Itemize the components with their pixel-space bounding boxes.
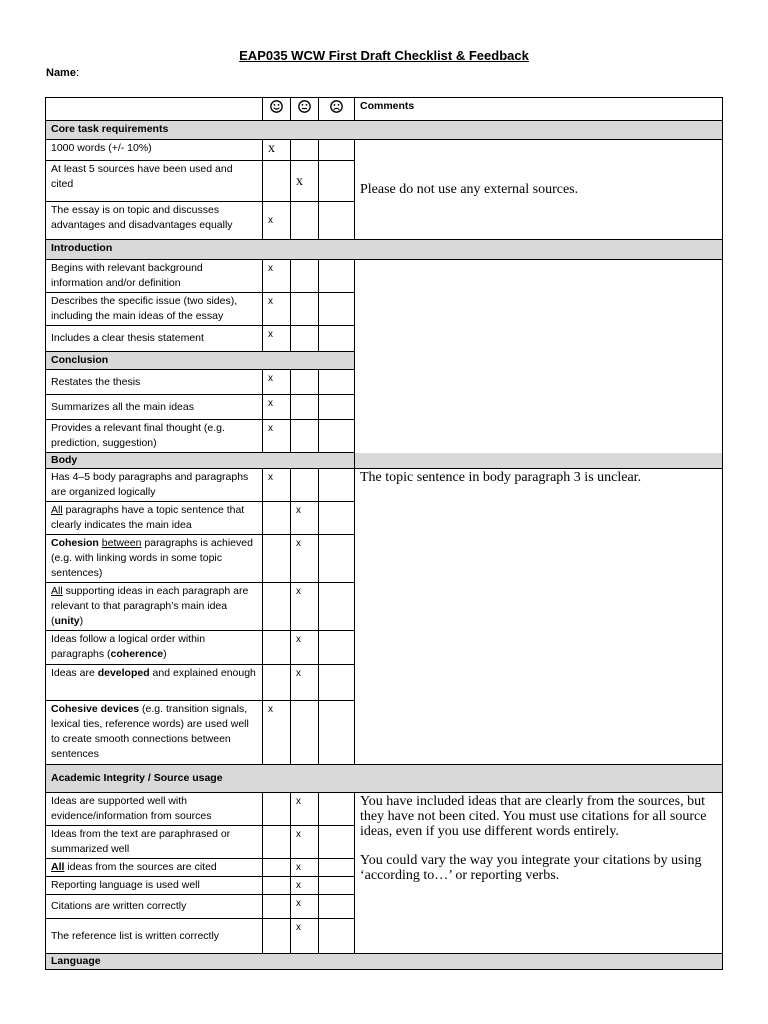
mark-cell: x <box>291 535 319 583</box>
mark-cell <box>319 395 355 420</box>
mark-cell <box>263 631 291 665</box>
section-introduction: Introduction <box>46 240 723 260</box>
mark-cell <box>263 793 291 826</box>
criterion-text: Ideas from the text are paraphrased or summarized well <box>46 826 263 859</box>
mark-cell <box>263 859 291 877</box>
mark-cell <box>319 420 355 453</box>
mark-cell <box>263 583 291 631</box>
mark-cell: x <box>291 665 319 701</box>
criterion-text: Summarizes all the main ideas <box>46 395 263 420</box>
criterion-text: Restates the thesis <box>46 370 263 395</box>
mark-cell <box>319 859 355 877</box>
mark-cell <box>263 919 291 954</box>
mark-cell <box>319 919 355 954</box>
mark-cell <box>319 826 355 859</box>
mark-cell: x <box>291 919 319 954</box>
mark-cell <box>291 701 319 765</box>
mark-cell <box>263 502 291 535</box>
mark-cell <box>319 502 355 535</box>
criterion-text: Ideas follow a logical order within paragraphs (coherence) <box>46 631 263 665</box>
table-row <box>46 469 723 502</box>
criterion-text: 1000 words (+/- 10%) <box>46 140 263 161</box>
comment-cell <box>355 260 723 469</box>
mark-cell <box>291 326 319 352</box>
mark-cell <box>319 535 355 583</box>
mark-cell <box>263 665 291 701</box>
mark-cell <box>291 395 319 420</box>
mark-cell <box>291 202 319 240</box>
criterion-text: Describes the specific issue (two sides), including the main ideas of the essay <box>46 293 263 326</box>
mark-cell <box>291 293 319 326</box>
mark-cell: x <box>291 877 319 895</box>
mark-cell <box>263 535 291 583</box>
criterion-text: All supporting ideas in each paragraph are relevant to that paragraph’s main idea (unity) <box>46 583 263 631</box>
mark-cell <box>319 665 355 701</box>
criterion-text: All ideas from the sources are cited <box>46 859 263 877</box>
mark-cell: x <box>263 395 291 420</box>
section-academic-integrity: Academic Integrity / Source usage <box>46 765 723 793</box>
mark-cell: x <box>263 469 291 502</box>
mark-cell: x <box>263 293 291 326</box>
comment-cell: Please do not use any external sources. <box>355 140 723 240</box>
mark-cell: x <box>263 701 291 765</box>
header-criteria-cell <box>46 98 263 121</box>
mark-cell <box>319 701 355 765</box>
mark-cell: x <box>291 793 319 826</box>
table-row <box>46 140 723 161</box>
section-conclusion: Conclusion <box>46 352 355 370</box>
checklist-table <box>45 97 723 970</box>
mark-cell <box>319 161 355 202</box>
mark-cell <box>319 793 355 826</box>
comment-paragraph-2: You could vary the way you integrate your citations by using ‘according to…’ or reporting verbs. <box>360 853 702 883</box>
header-neutral-cell <box>291 98 319 121</box>
comment-paragraph-1: You have included ideas that are clearly from the sources, but they have not been cited. You must use citations for all source ideas, even if you use different words entirely. <box>360 794 707 839</box>
mark-cell <box>319 293 355 326</box>
criterion-text: At least 5 sources have been used and cited <box>46 161 263 202</box>
criterion-text: Cohesive devices (e.g. transition signals, lexical ties, reference words) are used well to create smooth connections between sentences <box>46 701 263 765</box>
mark-cell: x <box>291 583 319 631</box>
mark-cell <box>291 420 319 453</box>
mark-cell <box>291 260 319 293</box>
mark-cell <box>319 370 355 395</box>
mark-cell: x <box>263 326 291 352</box>
mark-cell: x <box>291 161 319 202</box>
header-row <box>46 98 723 121</box>
header-frown-cell <box>319 98 355 121</box>
mark-cell: x <box>263 140 291 161</box>
criterion-text: All paragraphs have a topic sentence that clearly indicates the main idea <box>46 502 263 535</box>
header-comments-cell: Comments <box>355 98 723 121</box>
mark-cell: x <box>291 895 319 919</box>
mark-cell <box>263 895 291 919</box>
mark-cell <box>263 826 291 859</box>
criterion-text: The reference list is written correctly <box>46 919 263 954</box>
section-body: Body <box>46 453 723 469</box>
criterion-text: Reporting language is used well <box>46 877 263 895</box>
mark-cell: x <box>291 631 319 665</box>
criterion-text: Provides a relevant final thought (e.g. prediction, suggestion) <box>46 420 263 453</box>
header-smile-cell <box>263 98 291 121</box>
page-title: EAP035 WCW First Draft Checklist & Feedback <box>239 48 529 63</box>
mark-cell <box>263 877 291 895</box>
mark-cell <box>291 469 319 502</box>
mark-cell: x <box>291 826 319 859</box>
mark-cell: x <box>263 202 291 240</box>
section-core: Core task requirements <box>46 121 723 140</box>
mark-cell <box>291 140 319 161</box>
table-row <box>46 793 723 826</box>
mark-cell <box>319 895 355 919</box>
mark-cell: x <box>291 502 319 535</box>
comment-cell: The topic sentence in body paragraph 3 is unclear. <box>355 469 723 765</box>
criterion-text: Has 4–5 body paragraphs and paragraphs are organized logically <box>46 469 263 502</box>
frown-icon <box>330 100 343 113</box>
mark-cell: x <box>263 370 291 395</box>
comment-cell <box>355 793 723 954</box>
criterion-text: Ideas are developed and explained enough <box>46 665 263 701</box>
criterion-text: Cohesion between paragraphs is achieved (e.g. with linking words in some topic sentences) <box>46 535 263 583</box>
mark-cell <box>319 260 355 293</box>
criterion-text: The essay is on topic and discusses advantages and disadvantages equally <box>46 202 263 240</box>
section-language: Language <box>46 954 723 970</box>
criterion-text: Citations are written correctly <box>46 895 263 919</box>
mark-cell <box>319 202 355 240</box>
mark-cell: x <box>263 260 291 293</box>
mark-cell <box>319 140 355 161</box>
name-field-label: Name: <box>46 67 80 79</box>
mark-cell: x <box>291 859 319 877</box>
mark-cell <box>319 326 355 352</box>
mark-cell <box>319 583 355 631</box>
mark-cell <box>291 370 319 395</box>
mark-cell <box>263 161 291 202</box>
criterion-text: Includes a clear thesis statement <box>46 326 263 352</box>
criterion-text: Begins with relevant background information and/or definition <box>46 260 263 293</box>
smile-icon <box>270 100 283 113</box>
mark-cell <box>319 631 355 665</box>
mark-cell <box>319 469 355 502</box>
mark-cell <box>319 877 355 895</box>
table-row <box>46 260 723 293</box>
criterion-text: Ideas are supported well with evidence/information from sources <box>46 793 263 826</box>
mark-cell: x <box>263 420 291 453</box>
neutral-face-icon <box>298 100 311 113</box>
